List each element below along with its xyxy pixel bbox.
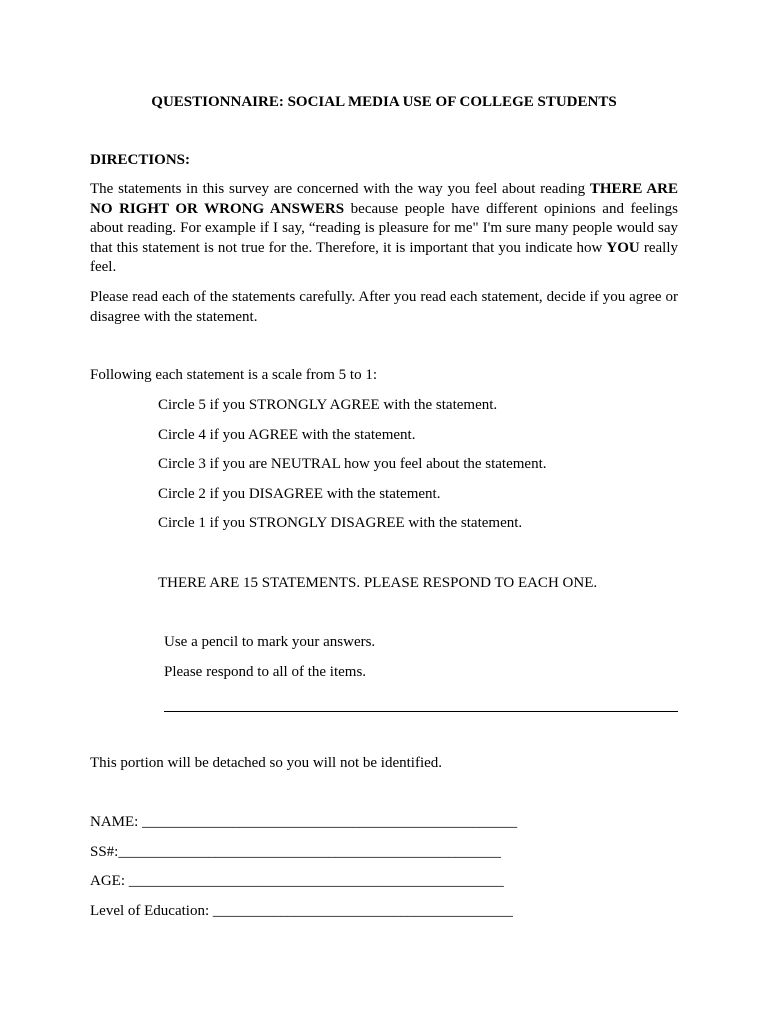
directions-text-2: because people have different opinions and feelings about reading. For example if I say, “reading is pleasure for me" I'm sure many people would say that this statement is not true for the. Therefore, it is important that you indicate how [90, 200, 678, 256]
read-carefully-paragraph: Please read each of the statements carefully. After you read each statement, decide if you agree or disagree with the statement. [90, 289, 678, 325]
directions-paragraph [90, 180, 678, 278]
scale-item: Circle 5 if you STRONGLY AGREE with the statement. [158, 397, 498, 413]
scale-intro: Following each statement is a scale from 5 to 1: [90, 367, 378, 383]
directions-emphasis-2: YOU [606, 239, 640, 256]
age-field[interactable]: AGE: __________________________________________________ [90, 873, 504, 889]
scale-item: Circle 1 if you STRONGLY DISAGREE with the statement. [158, 515, 523, 531]
education-level-field[interactable]: Level of Education: ________________________________________ [90, 903, 513, 919]
scale-item: Circle 4 if you AGREE with the statement. [158, 427, 416, 443]
directions-text-1: The statements in this survey are concerned with the way you feel about reading [90, 181, 590, 197]
scale-item: Circle 2 if you DISAGREE with the statement. [158, 486, 441, 502]
scale-item: Circle 3 if you are NEUTRAL how you feel about the statement. [158, 456, 547, 472]
directions-heading: DIRECTIONS: [90, 152, 191, 168]
detach-note: This portion will be detached so you will not be identified. [90, 755, 443, 771]
detach-line [164, 711, 678, 712]
name-field[interactable]: NAME: __________________________________________________ [90, 814, 518, 830]
instruction-item: Use a pencil to mark your answers. [164, 634, 376, 650]
instruction-item: Please respond to all of the items. [164, 664, 367, 680]
directions-text-3: really feel. [90, 239, 678, 275]
ss-number-field[interactable]: SS#:___________________________________________________ [90, 844, 501, 860]
statement-count-note: THERE ARE 15 STATEMENTS. PLEASE RESPOND TO EACH ONE. [158, 575, 598, 591]
directions-emphasis-1: THERE ARE NO RIGHT OR WRONG ANSWERS [90, 181, 678, 217]
page-title: QUESTIONNAIRE: SOCIAL MEDIA USE OF COLLEGE STUDENTS [151, 94, 617, 110]
